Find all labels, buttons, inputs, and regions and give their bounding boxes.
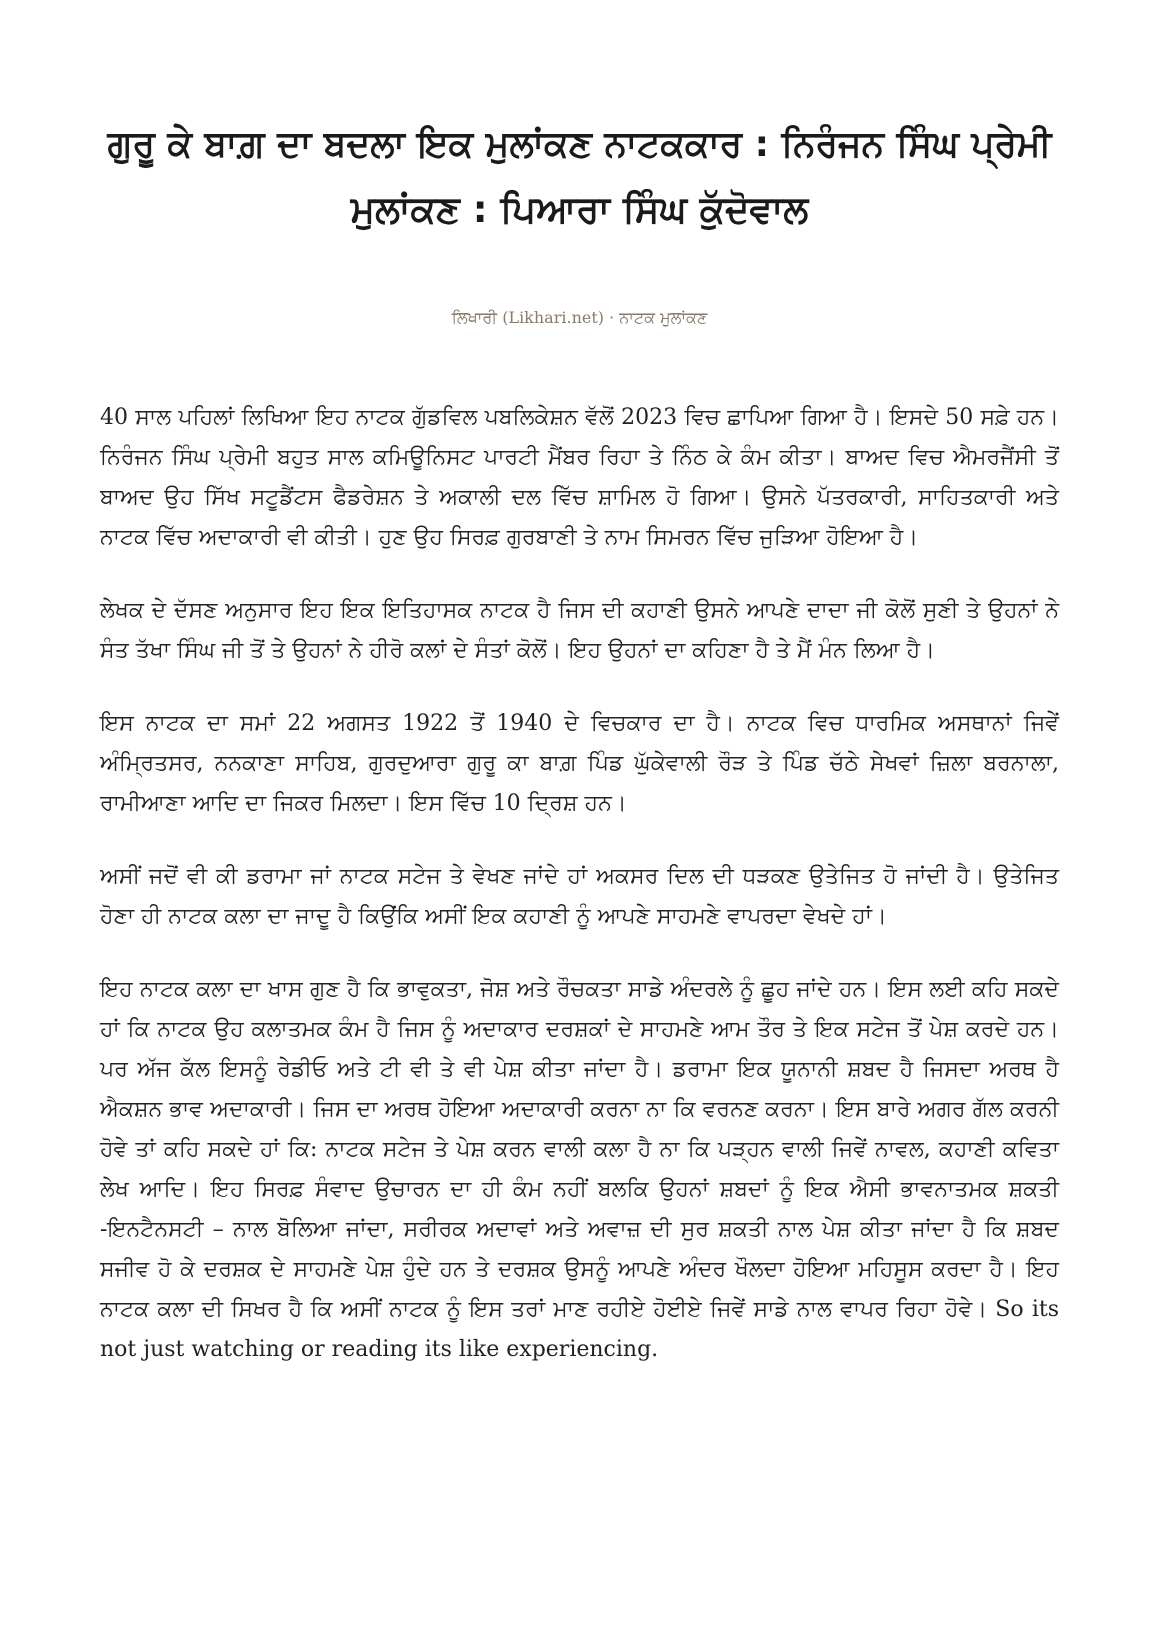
paragraph-5: ਇਹ ਨਾਟਕ ਕਲਾ ਦਾ ਖਾਸ ਗੁਣ ਹੈ ਕਿ ਭਾਵੁਕਤਾ, ਜੋਸ਼ ਅਤੇ ਰੌਚਕਤਾ ਸਾਡੇ ਅੰਦਰਲੇ ਨੂੰ ਛੂਹ ਜਾਂਦੇ ਹਨ। ਇਸ ਲਈ ਕਹਿ ਸਕਦੇ ਹਾਂ ਕਿ ਨਾਟਕ ਉਹ ਕਲਾਤਮਕ ਕੰਮ ਹੈ ਜਿਸ ਨੂੰ ਅਦਾਕਾਰ ਦਰਸ਼ਕਾਂ ਦੇ ਸਾਹਮਣੇ ਆਮ ਤੌਰ ਤੇ ਇਕ ਸਟੇਜ ਤੋਂ ਪੇਸ਼ ਕਰਦੇ ਹਨ। ਪਰ ਅੱਜ ਕੱਲ ਇਸਨੂੰ ਰੇਡੀਓ ਅਤੇ ਟੀ ਵੀ ਤੇ ਵੀ ਪੇਸ਼ ਕੀਤਾ ਜਾਂਦਾ ਹੈ। ਡਰਾਮਾ ਇਕ ਯੂਨਾਨੀ ਸ਼ਬਦ ਹੈ ਜਿਸਦਾ ਅਰਥ ਹੈ ਐਕਸ਼ਨ ਭਾਵ ਅਦਾਕਾਰੀ। ਜਿਸ ਦਾ ਅਰਥ ਹੋਇਆ ਅਦਾਕਾਰੀ ਕਰਨਾ ਨਾ ਕਿ ਵਰਨਣ ਕਰਨਾ। ਇਸ ਬਾਰੇ ਅਗਰ ਗੱਲ ਕਰਨੀ ਹੋਵੇ ਤਾਂ ਕਹਿ ਸਕਦੇ ਹਾਂ ਕਿ: ਨਾਟਕ ਸਟੇਜ ਤੇ ਪੇਸ਼ ਕਰਨ ਵਾਲੀ ਕਲਾ ਹੈ ਨਾ ਕਿ ਪੜ੍ਹਨ ਵਾਲੀ ਜਿਵੇਂ ਨਾਵਲ, ਕਹਾਣੀ ਕਵਿਤਾ ਲੇਖ ਆਦਿ। ਇਹ ਸਿਰਫ਼ ਸੰਵਾਦ ਉਚਾਰਨ ਦਾ ਹੀ ਕੰਮ ਨਹੀਂ ਬਲਕਿ ਉਹਨਾਂ ਸ਼ਬਦਾਂ ਨੂੰ ਇਕ ਐਸੀ ਭਾਵਨਾਤਮਕ ਸ਼ਕਤੀ -ਇਨਟੈਨਸਟੀ – ਨਾਲ ਬੋਲਿਆ ਜਾਂਦਾ, ਸਰੀਰਕ ਅਦਾਵਾਂ ਅਤੇ ਅਵਾਜ਼ ਦੀ ਸੁਰ ਸ਼ਕਤੀ ਨਾਲ ਪੇਸ਼ ਕੀਤਾ ਜਾਂਦਾ ਹੈ ਕਿ ਸ਼ਬਦ ਸਜੀਵ ਹੋ ਕੇ ਦਰਸ਼ਕ ਦੇ ਸਾਹਮਣੇ ਪੇਸ਼ ਹੁੰਦੇ ਹਨ ਤੇ ਦਰਸ਼ਕ ਉਸਨੂੰ ਆਪਣੇ ਅੰਦਰ ਖੌਲਦਾ ਹੋਇਆ ਮਹਿਸੂਸ ਕਰਦਾ ਹੈ। ਇਹ ਨਾਟਕ ਕਲਾ ਦੀ ਸਿਖਰ ਹੈ ਕਿ ਅਸੀਂ ਨਾਟਕ ਨੂੰ ਇਸ ਤਰਾਂ ਮਾਣ ਰਹੀਏ ਹੋਈਏ ਜਿਵੇਂ ਸਾਡੇ ਨਾਲ ਵਾਪਰ ਰਿਹਾ ਹੋਵੇ। So its not just watching or reading its like experiencing. xyxy=(100,977,1059,1362)
title-line-2: ਮੁਲਾਂਕਣ : ਪਿਆਰਾ ਸਿੰਘ ਕੁੱਦੋਵਾਲ xyxy=(350,188,809,231)
paragraph-4: ਅਸੀਂ ਜਦੋਂ ਵੀ ਕੀ ਡਰਾਮਾ ਜਾਂ ਨਾਟਕ ਸਟੇਜ ਤੇ ਵੇਖਣ ਜਾਂਦੇ ਹਾਂ ਅਕਸਰ ਦਿਲ ਦੀ ਧੜਕਣ ਉਤੇਜਿਤ ਹੋ ਜਾਂਦੀ ਹੈ। ਉਤੇਜਿਤ ਹੋਣਾ ਹੀ ਨਾਟਕ ਕਲਾ ਦਾ ਜਾਦੂ ਹੈ ਕਿਉਂਕਿ ਅਸੀਂ ਇਕ ਕਹਾਣੀ ਨੂੰ ਆਪਣੇ ਸਾਹਮਣੇ ਵਾਪਰਦਾ ਵੇਖਦੇ ਹਾਂ। xyxy=(100,864,1059,929)
paragraph-1: 40 ਸਾਲ ਪਹਿਲਾਂ ਲਿਖਿਆ ਇਹ ਨਾਟਕ ਗੁੱਡਵਿਲ ਪਬਲਿਕੇਸ਼ਨ ਵੱਲੋਂ 2023 ਵਿਚ ਛਾਪਿਆ ਗਿਆ ਹੈ। ਇਸਦੇ 50 ਸਫ਼ੇ ਹਨ। ਨਿਰੰਜਨ ਸਿੰਘ ਪ੍ਰੇਮੀ ਬਹੁਤ ਸਾਲ ਕਮਿਊਨਿਸਟ ਪਾਰਟੀ ਮੈਂਬਰ ਰਿਹਾ ਤੇ ਨਿੰਠ ਕੇ ਕੰਮ ਕੀਤਾ। ਬਾਅਦ ਵਿਚ ਐਮਰਜੈਂਸੀ ਤੋਂ ਬਾਅਦ ਉਹ ਸਿੱਖ ਸਟੂਡੈਂਟਸ ਫੈਡਰੇਸ਼ਨ ਤੇ ਅਕਾਲੀ ਦਲ ਵਿੱਚ ਸ਼ਾਮਿਲ ਹੋ ਗਿਆ। ਉਸਨੇ ਪੱਤਰਕਾਰੀ, ਸਾਹਿਤਕਾਰੀ ਅਤੇ ਨਾਟਕ ਵਿੱਚ ਅਦਾਕਾਰੀ ਵੀ ਕੀਤੀ। ਹੁਣ ਉਹ ਸਿਰਫ਼ ਗੁਰਬਾਣੀ ਤੇ ਨਾਮ ਸਿਮਰਨ ਵਿੱਚ ਜੁੜਿਆ ਹੋਇਆ ਹੈ। xyxy=(100,405,1059,550)
paragraph-3: ਇਸ ਨਾਟਕ ਦਾ ਸਮਾਂ 22 ਅਗਸਤ 1922 ਤੋਂ 1940 ਦੇ ਵਿਚਕਾਰ ਦਾ ਹੈ। ਨਾਟਕ ਵਿਚ ਧਾਰਮਿਕ ਅਸਥਾਨਾਂ ਜਿਵੇਂ ਅੰਮ੍ਰਿਤਸਰ, ਨਨਕਾਣਾ ਸਾਹਿਬ, ਗੁਰਦੁਆਰਾ ਗੁਰੂ ਕਾ ਬਾਗ਼ ਪਿੰਡ ਘੁੱਕੇਵਾਲੀ ਰੌੜ ਤੇ ਪਿੰਡ ਚੱਠੇ ਸੇਖਵਾਂ ਜ਼ਿਲਾ ਬਰਨਾਲਾ, ਰਾਮੀਆਣਾ ਆਦਿ ਦਾ ਜਿਕਰ ਮਿਲਦਾ। ਇਸ ਵਿੱਚ 10 ਦ੍ਰਿਸ਼ ਹਨ। xyxy=(100,711,1059,816)
article-title xyxy=(100,112,1059,242)
article-byline: ਲਿਖਾਰੀ (Likhari.net) · ਨਾਟਕ ਮੁਲਾਂਕਣ xyxy=(451,308,708,327)
article-body xyxy=(100,398,1059,1370)
title-line-1: ਗੁਰੂ ਕੇ ਬਾਗ਼ ਦਾ ਬਦਲਾ ਇਕ ਮੁਲਾਂਕਣ ਨਾਟਕਕਾਰ : ਨਿਰੰਜਨ ਸਿੰਘ ਪ੍ਰੇਮੀ xyxy=(107,124,1052,165)
paragraph-2: ਲੇਖਕ ਦੇ ਦੱਸਣ ਅਨੁਸਾਰ ਇਹ ਇਕ ਇਤਿਹਾਸਕ ਨਾਟਕ ਹੈ ਜਿਸ ਦੀ ਕਹਾਣੀ ਉਸਨੇ ਆਪਣੇ ਦਾਦਾ ਜੀ ਕੋਲੋਂ ਸੁਣੀ ਤੇ ਉਹਨਾਂ ਨੇ ਸੰਤ ਤੱਖਾ ਸਿੰਘ ਜੀ ਤੋਂ ਤੇ ਉਹਨਾਂ ਨੇ ਹੀਰੋ ਕਲਾਂ ਦੇ ਸੰਤਾਂ ਕੋਲੋਂ। ਇਹ ਉਹਨਾਂ ਦਾ ਕਹਿਣਾ ਹੈ ਤੇ ਮੈਂ ਮੰਨ ਲਿਆ ਹੈ। xyxy=(100,598,1059,663)
